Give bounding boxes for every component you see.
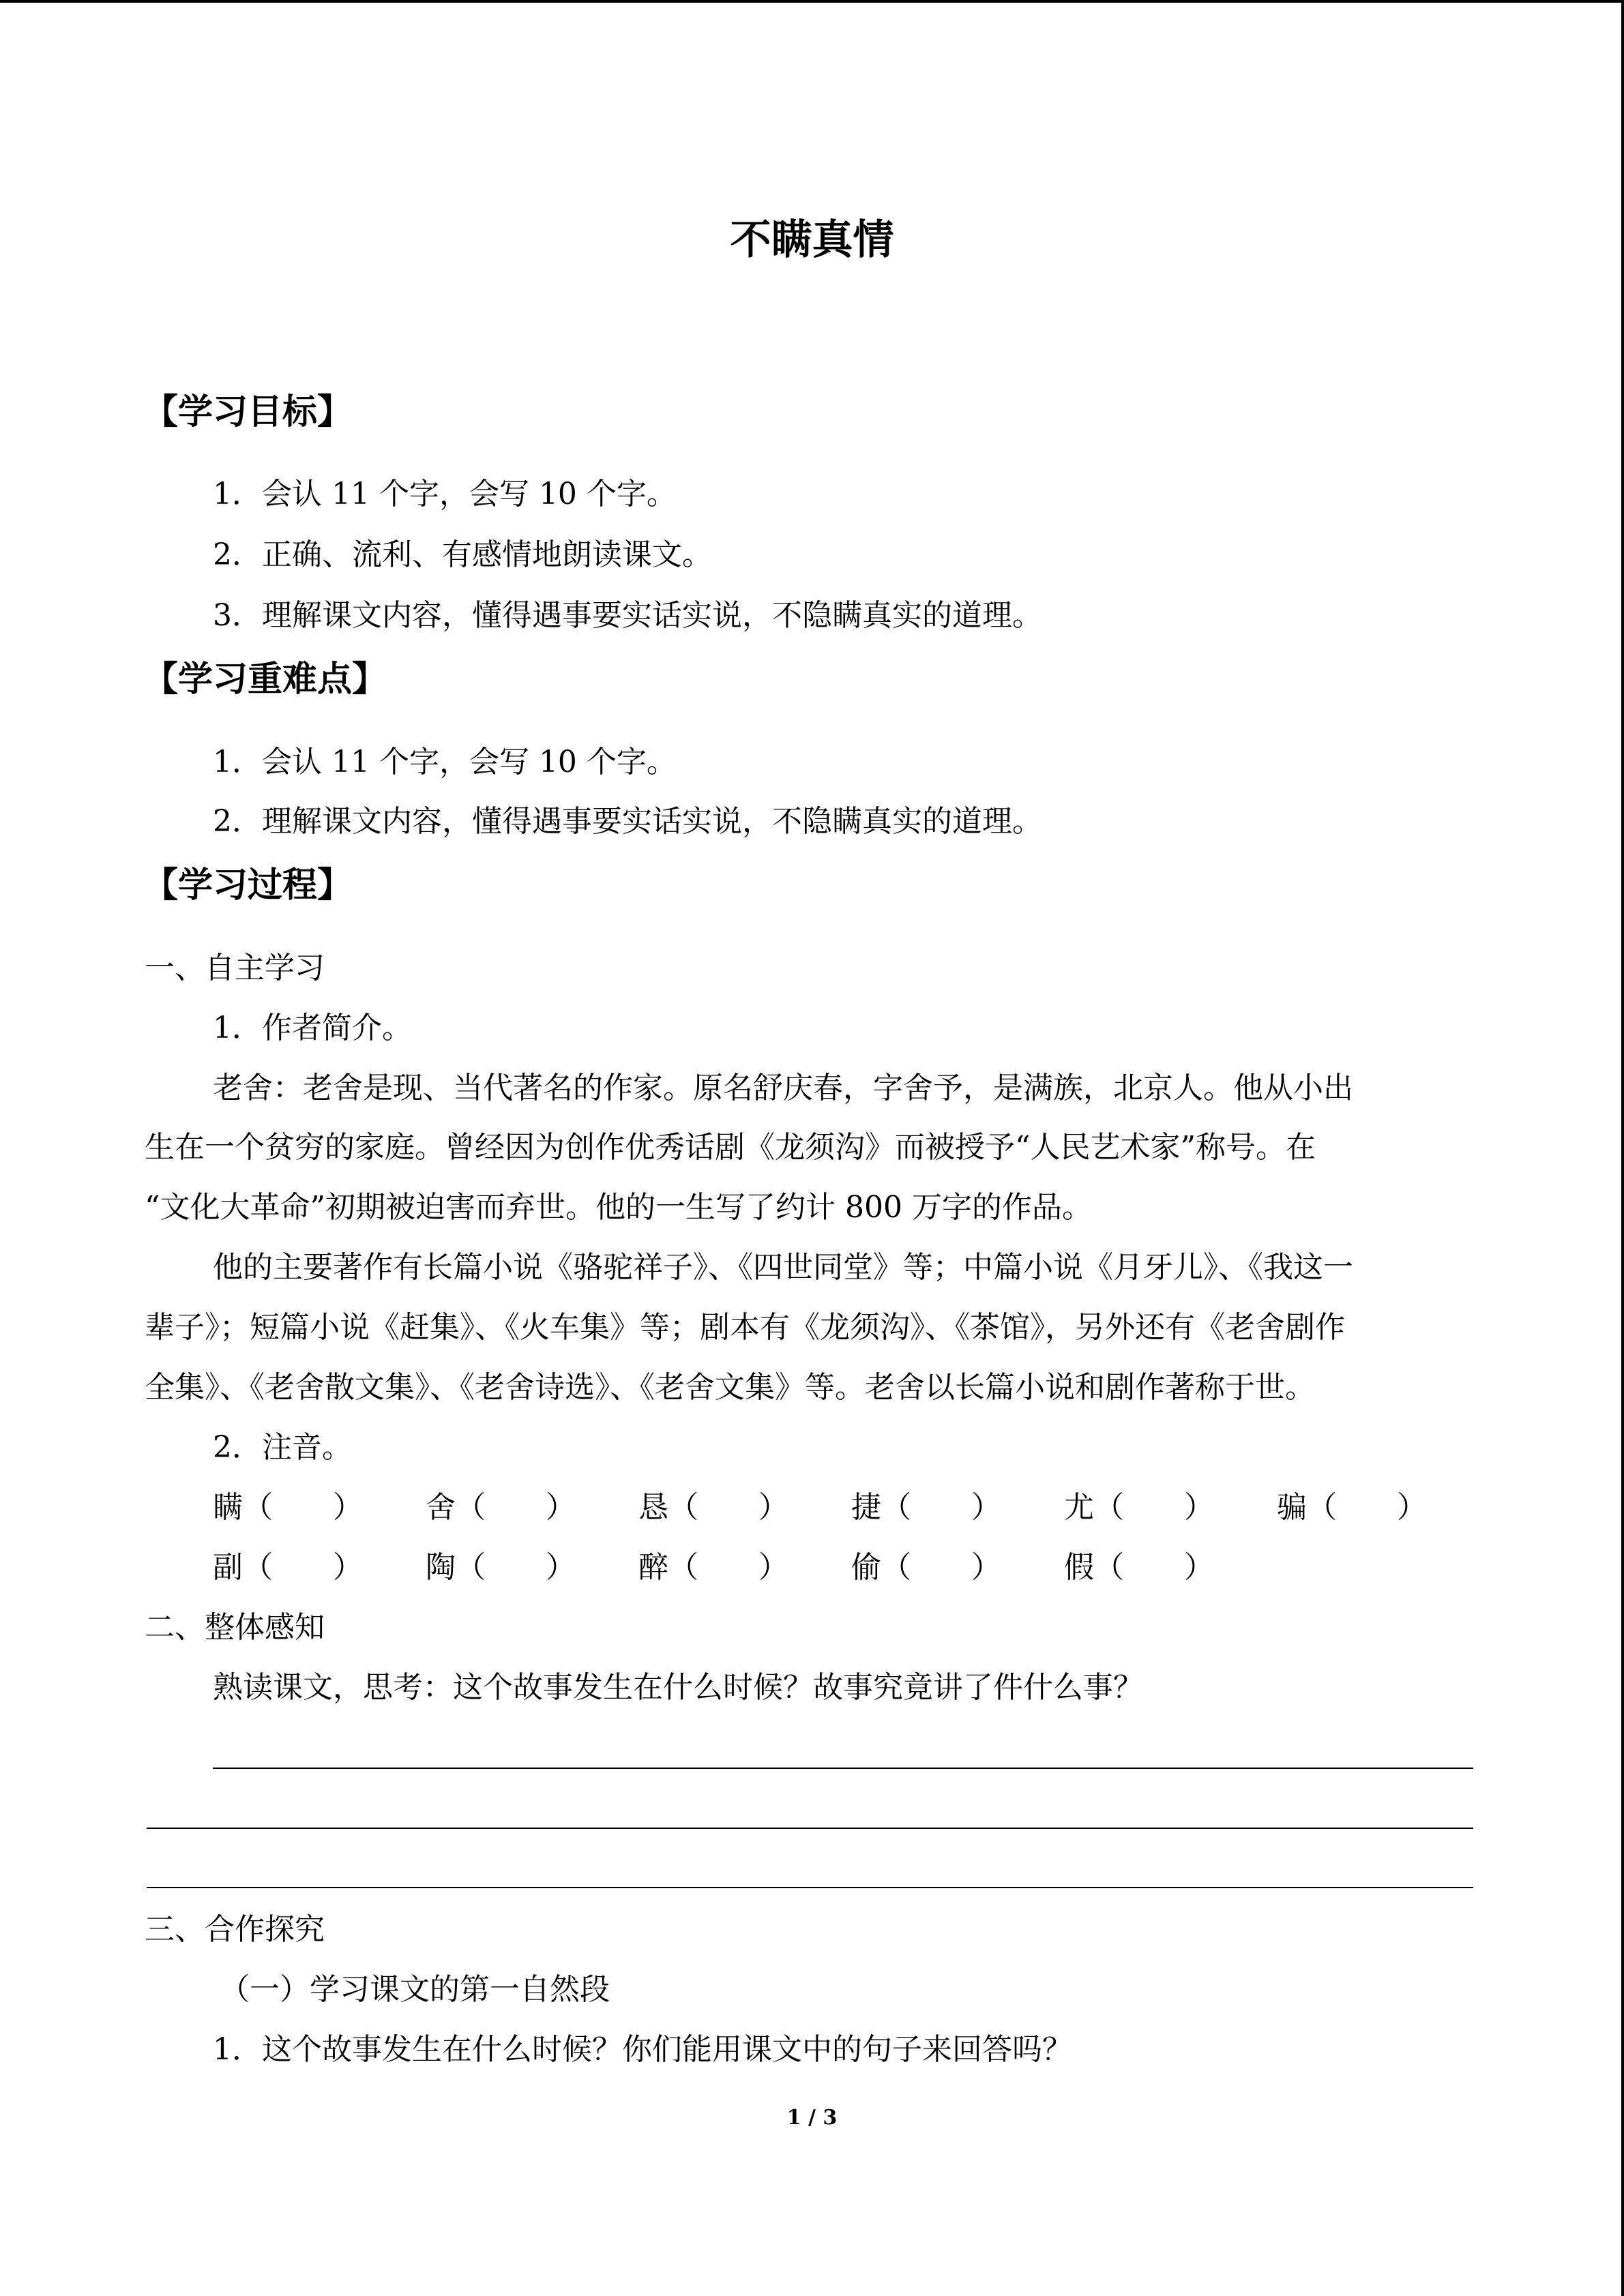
bio-line: 老舍：老舍是现、当代著名的作家。原名舒庆春，字舍予，是满族，北京人。他从小出: [213, 1071, 1353, 1105]
page-border-right: [1621, 0, 1624, 2296]
answer-line[interactable]: [147, 1828, 1473, 1829]
goal-item: 2．正确、流利、有感情地朗读课文。: [213, 537, 712, 572]
key-point-item: 2．理解课文内容，懂得遇事要实话实说，不隐瞒真实的道理。: [213, 804, 1042, 839]
pinyin-blank[interactable]: 恳（ ）: [638, 1490, 788, 1525]
works-line: 他的主要著作有长篇小说《骆驼祥子》、《四世同堂》等；中篇小说《月牙儿》、《我这一: [213, 1250, 1353, 1285]
pinyin-blank[interactable]: 瞒（ ）: [213, 1490, 363, 1525]
page-number: 1 / 3: [786, 2106, 838, 2130]
pinyin-label: 2．注音。: [213, 1430, 352, 1465]
bio-line: “文化大革命”初期被迫害而弃世。他的一生写了约计 800 万字的作品。: [145, 1190, 1092, 1225]
pinyin-blank[interactable]: 醉（ ）: [638, 1550, 788, 1585]
part1-heading: 一、自主学习: [145, 951, 325, 985]
pinyin-blank[interactable]: 陶（ ）: [426, 1550, 576, 1585]
author-intro-label: 1．作者简介。: [213, 1011, 412, 1045]
pinyin-blank[interactable]: 舍（ ）: [426, 1490, 576, 1525]
works-line: 全集》、《老舍散文集》、《老舍诗选》、《老舍文集》等。老舍以长篇小说和剧作著称于世。: [145, 1370, 1315, 1405]
goal-item: 3．理解课文内容，懂得遇事要实话实说，不隐瞒真实的道理。: [213, 598, 1042, 633]
key-points-heading: 【学习重难点】: [143, 659, 387, 700]
pinyin-blank[interactable]: 假（ ）: [1064, 1550, 1214, 1585]
page-border-top: [0, 0, 1624, 3]
page-title: 不瞒真情: [730, 216, 894, 264]
part3-heading: 三、合作探究: [145, 1912, 325, 1947]
part3-question: 1．这个故事发生在什么时候？你们能用课文中的句子来回答吗？: [213, 2032, 1072, 2067]
pinyin-blank[interactable]: 尤（ ）: [1064, 1490, 1214, 1525]
pinyin-blank[interactable]: 偷（ ）: [851, 1550, 1001, 1585]
key-point-item: 1．会认 11 个字，会写 10 个字。: [213, 745, 677, 779]
part2-question: 熟读课文，思考：这个故事发生在什么时候？故事究竟讲了件什么事？: [213, 1670, 1143, 1705]
bio-line: 生在一个贫穷的家庭。曾经因为创作优秀话剧《龙须沟》而被授予“人民艺术家”称号。在: [145, 1130, 1316, 1165]
part3-subheading: （一）学习课文的第一自然段: [220, 1972, 610, 2007]
part2-heading: 二、整体感知: [145, 1610, 325, 1645]
pinyin-blank[interactable]: 副（ ）: [213, 1550, 363, 1585]
pinyin-blank[interactable]: 捷（ ）: [851, 1490, 1001, 1525]
works-line: 辈子》；短篇小说《赶集》、《火车集》等；剧本有《龙须沟》、《茶馆》，另外还有《老舍剧作: [145, 1310, 1345, 1345]
answer-line[interactable]: [147, 1887, 1473, 1888]
process-heading: 【学习过程】: [143, 865, 353, 906]
goal-item: 1．会认 11 个字，会写 10 个字。: [213, 477, 677, 511]
goals-heading: 【学习目标】: [143, 392, 353, 432]
pinyin-blank[interactable]: 骗（ ）: [1277, 1490, 1427, 1525]
answer-line[interactable]: [213, 1768, 1473, 1769]
